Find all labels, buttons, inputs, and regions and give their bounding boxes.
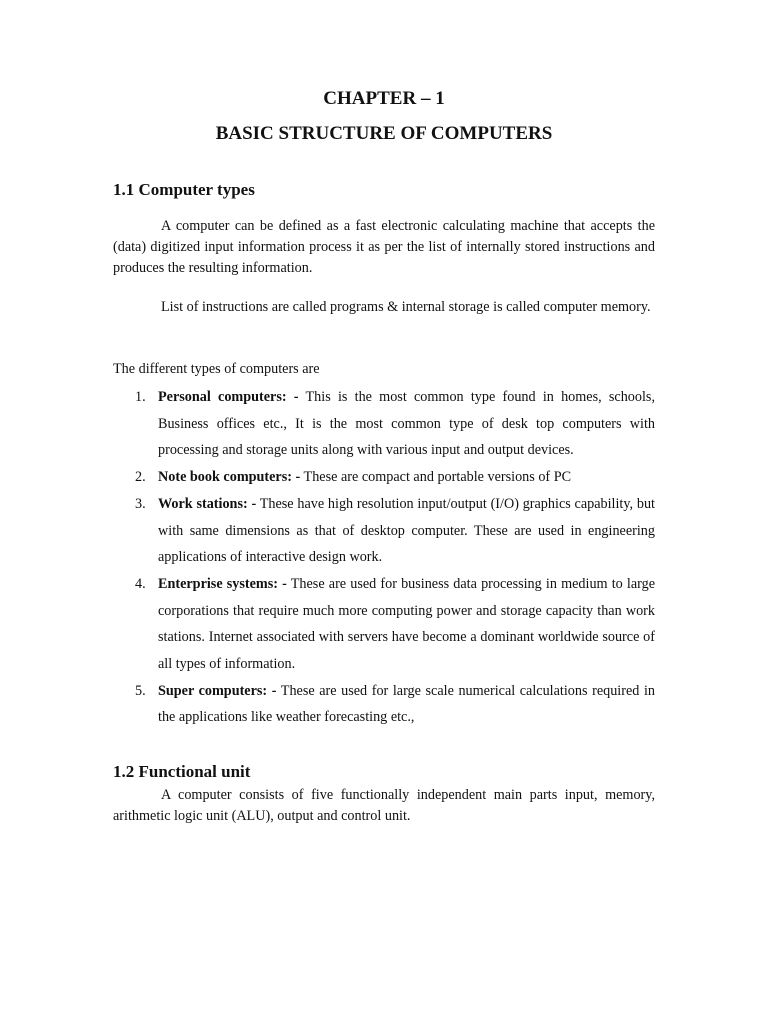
list-item-number: 1. [135,389,146,405]
list-item [113,464,655,491]
computer-types-list [113,384,655,731]
list-item-term: Enterprise systems: - [158,575,287,592]
list-item-number: 4. [135,575,146,592]
list-item [113,571,655,678]
list-item-text: These are used for business data processing in medium to large corporations that require much more computing power and storage capacity than work stations. Internet associated with servers have become a dominant worldwide source of all types of information. [158,575,655,673]
list-item-term: Note book computers: - [158,469,301,486]
paragraph-text: A computer consists of five functionally independent main parts input, memory, arithmetic logic unit (ALU), output and control unit. [113,787,655,824]
list-item-number: 5. [135,682,146,699]
list-item-number: 2. [135,469,146,486]
list-item-number: 3. [135,495,146,512]
list-item-text: This is the most common type found in homes, schools, Business offices etc., It is the most common type of desk top computers with processing and storage units along with various input and output devices. [158,389,655,459]
list-item-term: Super computers: - [158,682,277,699]
list-item [113,491,655,571]
list-item-text: These are compact and portable versions of PC [300,469,572,486]
list-item-term: Personal computers: - [158,389,299,405]
paragraph-types-intro: The different types of computers are [113,361,320,377]
paragraph-functional-unit [113,785,655,827]
list-item-term: Work stations: - [158,495,257,512]
paragraph-text: List of instructions are called programs & internal storage is called computer memory. [161,299,651,315]
list-item-text: These are used for large scale numerical calculations required in the applications like weather forecasting etc., [158,682,655,726]
paragraph-definition [113,216,655,279]
paragraph-text: A computer can be defined as a fast electronic calculating machine that accepts the (data) digitized input information process it as per the list of internally stored instructions and produces the resulting information. [113,218,655,276]
chapter-title: CHAPTER – 1 [323,88,445,109]
section-heading-computer-types: 1.1 Computer types [113,180,255,199]
paragraph-programs [113,297,655,318]
list-item [113,678,655,731]
section-heading-functional-unit: 1.2 Functional unit [113,762,251,781]
chapter-subtitle: BASIC STRUCTURE OF COMPUTERS [215,123,553,144]
list-item-text: These have high resolution input/output (I/O) graphics capability, but with same dimensions as that of desktop computer. These are used in engineering applications of interactive design work. [158,495,655,566]
list-item [113,384,655,464]
